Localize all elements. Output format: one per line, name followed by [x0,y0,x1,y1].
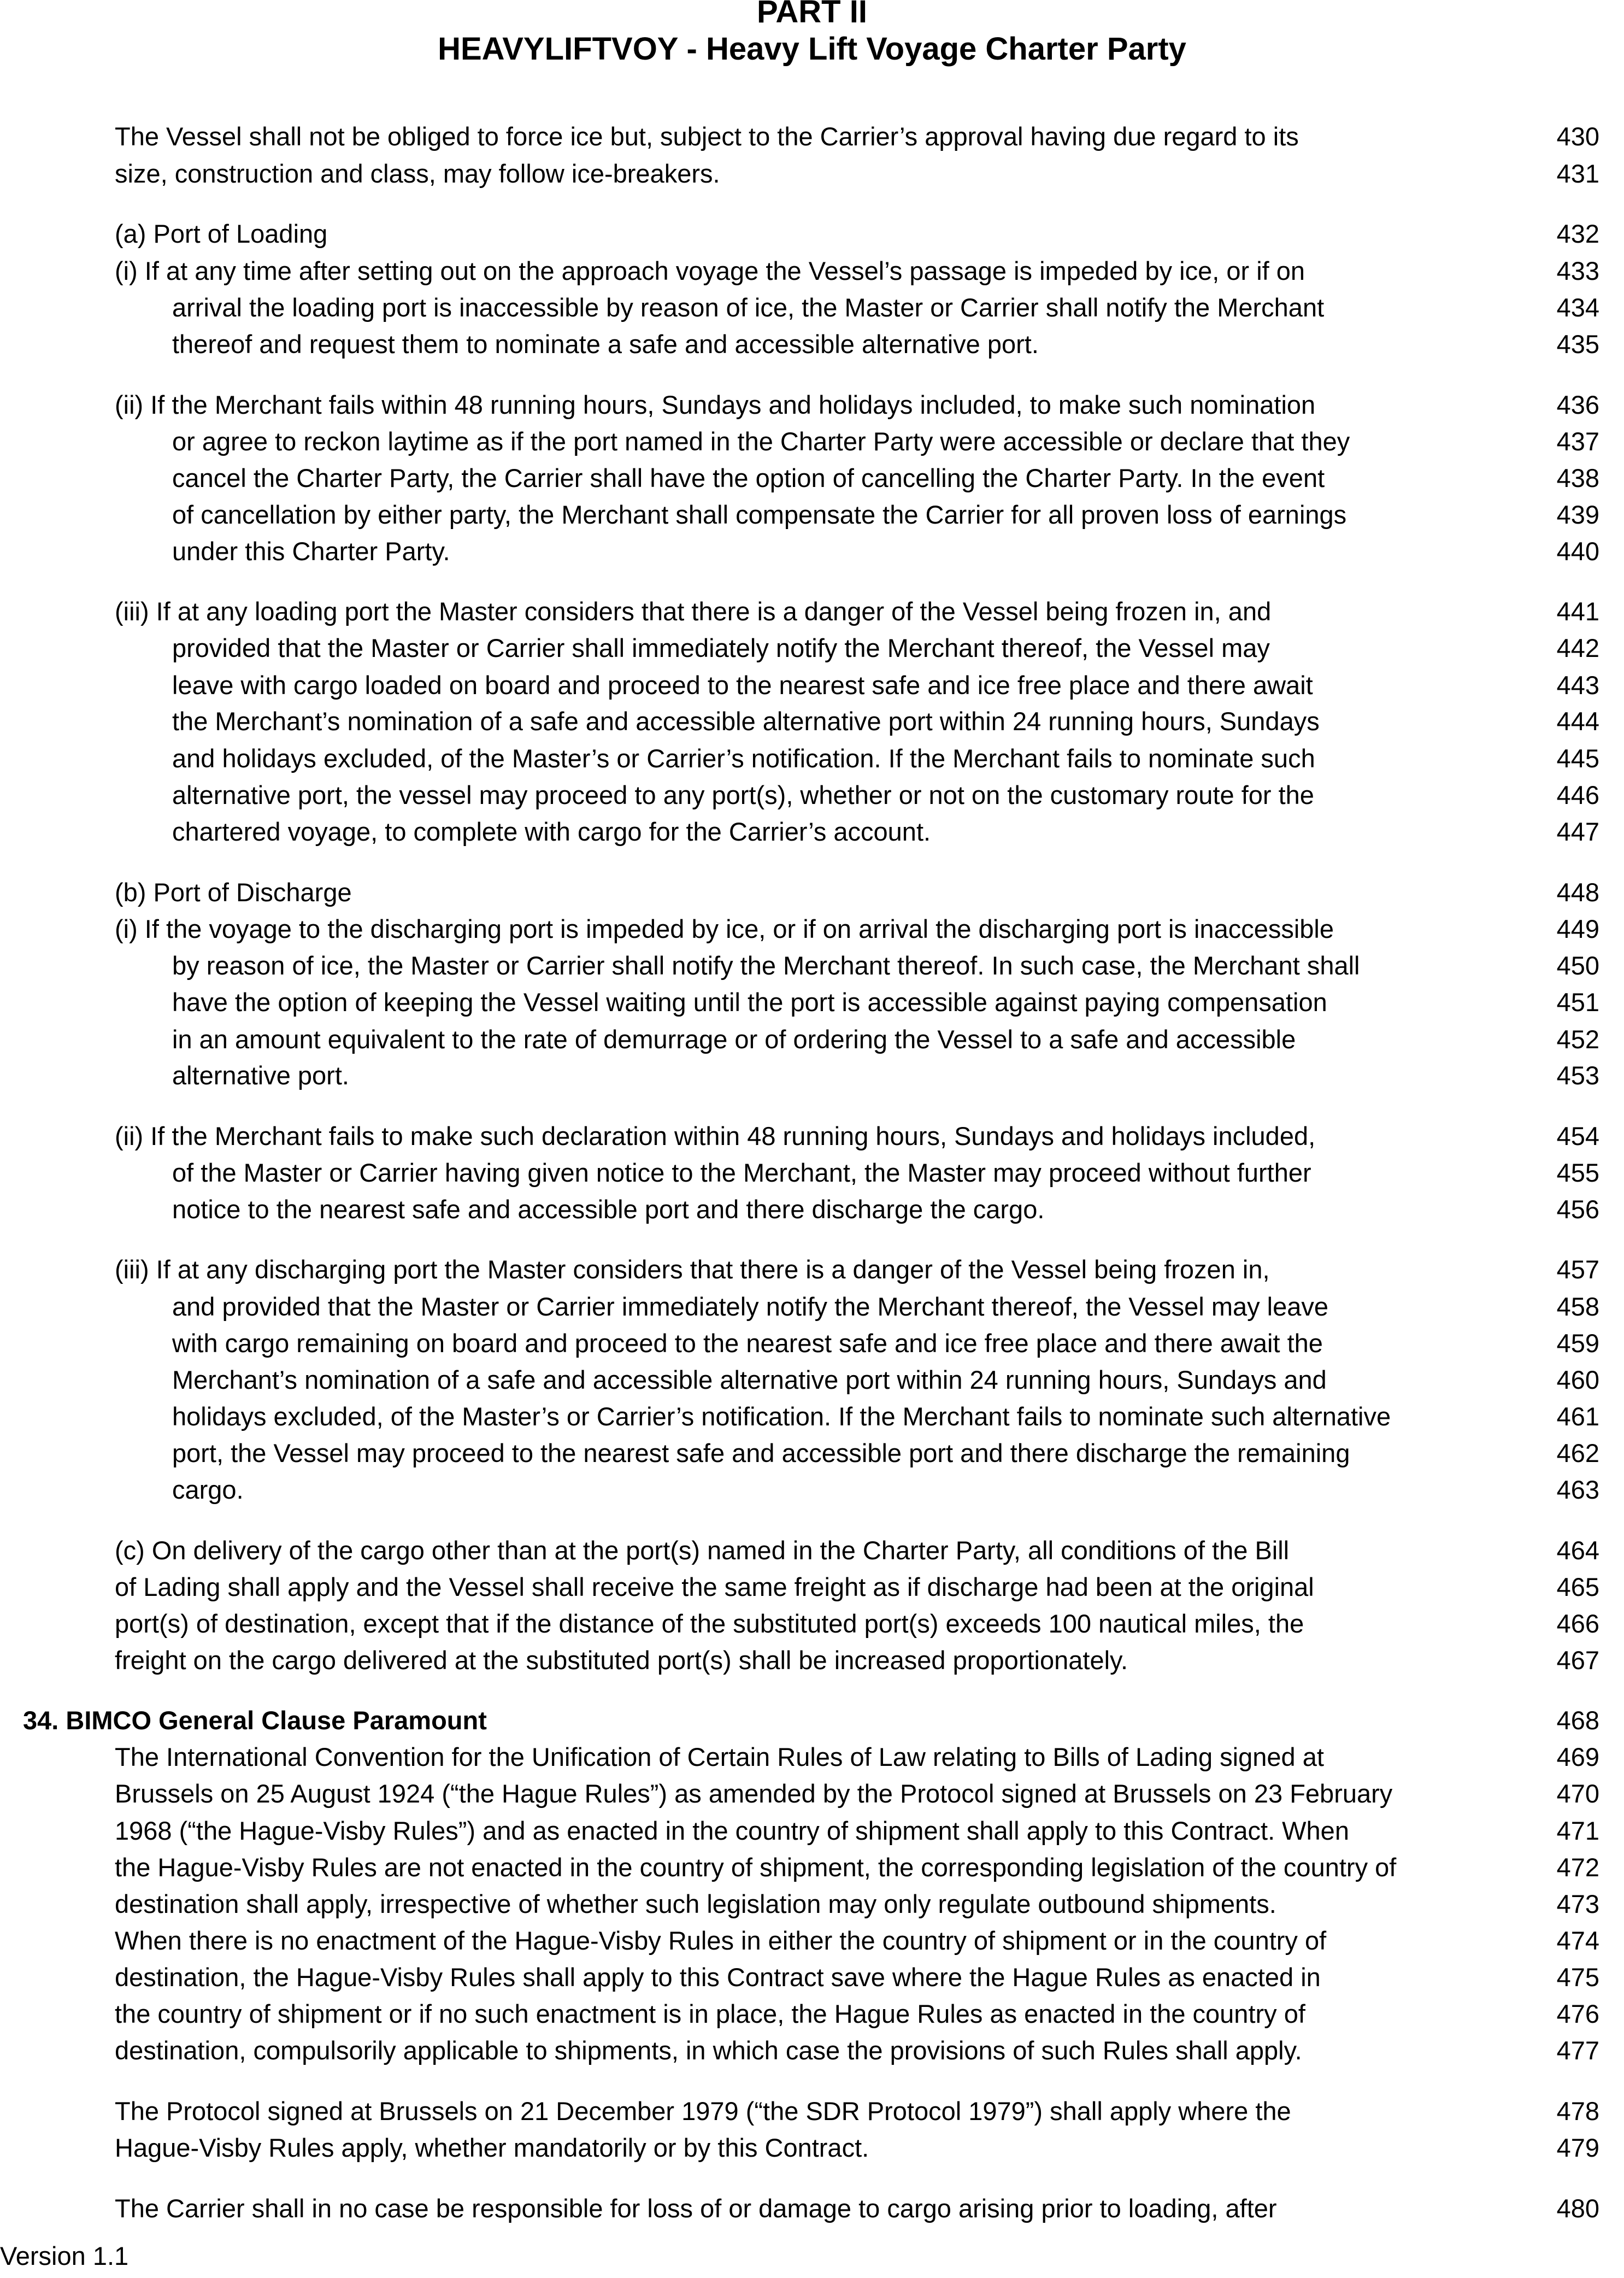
body-line: The Carrier shall in no case be responsible for loss of or damage to cargo arising prior to loading, after [115,2194,1277,2223]
body-line: (iii) If at any discharging port the Master considers that there is a danger of the Vessel being frozen in, [115,1255,1270,1284]
body-line: (b) Port of Discharge [115,878,352,907]
line-number: 469 [1556,1742,1599,1771]
line-number: 462 [1556,1439,1599,1467]
body-line: The Protocol signed at Brussels on 21 December 1979 (“the SDR Protocol 1979”) shall apply where the [115,2097,1291,2126]
line-number: 477 [1556,2036,1599,2065]
line-number: 472 [1556,1853,1599,1882]
line-number: 459 [1556,1329,1599,1358]
line-number: 468 [1556,1706,1599,1735]
body-line: arrival the loading port is inaccessible by reason of ice, the Master or Carrier shall notify the Merchant [172,293,1325,322]
body-line: of the Master or Carrier having given notice to the Merchant, the Master may proceed without further [172,1158,1311,1187]
line-number: 436 [1556,390,1599,419]
line-number: 442 [1556,633,1599,662]
line-number: 464 [1556,1536,1599,1565]
line-number: 480 [1556,2194,1599,2223]
version-footer: Version 1.1 [0,2241,129,2270]
line-number: 438 [1556,463,1599,492]
body-line: destination, the Hague-Visby Rules shall apply to this Contract save where the Hague Rules as enacted in [115,1963,1321,1992]
line-number: 466 [1556,1609,1599,1638]
line-number: 447 [1556,817,1599,846]
line-number: 476 [1556,1999,1599,2028]
body-line: the Hague-Visby Rules are not enacted in the country of shipment, the corresponding legislation of the country of [115,1853,1397,1882]
body-line: destination, compulsorily applicable to shipments, in which case the provisions of such Rules shall apply. [115,2036,1302,2065]
body-line: (i) If at any time after setting out on the approach voyage the Vessel’s passage is impeded by ice, or if on [115,256,1305,285]
line-number: 461 [1556,1402,1599,1431]
body-line: size, construction and class, may follow ice-breakers. [115,159,720,188]
line-number: 473 [1556,1889,1599,1918]
line-number: 475 [1556,1963,1599,1992]
line-number: 453 [1556,1061,1599,1090]
body-line: provided that the Master or Carrier shall immediately notify the Merchant thereof, the Vessel may [172,633,1270,662]
body-line: alternative port, the vessel may proceed to any port(s), whether or not on the customary route for the [172,780,1314,809]
body-line: have the option of keeping the Vessel waiting until the port is accessible against paying compensation [172,988,1327,1017]
body-line: (iii) If at any loading port the Master considers that there is a danger of the Vessel being frozen in, and [115,597,1272,626]
body-line: freight on the cargo delivered at the substituted port(s) shall be increased proportionately. [115,1646,1128,1675]
clause-heading: 34. BIMCO General Clause Paramount [23,1706,487,1735]
body-line: destination shall apply, irrespective of whether such legislation may only regulate outbound shipments. [115,1889,1276,1918]
part-heading: PART II [757,0,867,30]
body-line: holidays excluded, of the Master’s or Carrier’s notification. If the Merchant fails to nominate such alternative [172,1402,1391,1431]
body-line: The Vessel shall not be obliged to force ice but, subject to the Carrier’s approval having due regard to its [115,122,1299,151]
line-number: 449 [1556,914,1599,943]
line-number: 456 [1556,1195,1599,1224]
body-line: chartered voyage, to complete with cargo for the Carrier’s account. [172,817,931,846]
body-line: Hague-Visby Rules apply, whether mandatorily or by this Contract. [115,2133,869,2162]
line-number: 451 [1556,988,1599,1017]
line-number: 467 [1556,1646,1599,1675]
body-line: cargo. [172,1475,244,1504]
body-line: port(s) of destination, except that if the distance of the substituted port(s) exceeds 100 nautical miles, the [115,1609,1304,1638]
line-number: 444 [1556,707,1599,736]
body-line: (c) On delivery of the cargo other than at the port(s) named in the Charter Party, all conditions of the Bill [115,1536,1290,1565]
body-line: leave with cargo loaded on board and proceed to the nearest safe and ice free place and there await [172,671,1313,700]
line-number: 441 [1556,597,1599,626]
body-line: notice to the nearest safe and accessible port and there discharge the cargo. [172,1195,1045,1224]
line-number: 479 [1556,2133,1599,2162]
line-number: 432 [1556,219,1599,248]
line-number: 434 [1556,293,1599,322]
line-number: 435 [1556,330,1599,359]
line-number: 457 [1556,1255,1599,1284]
body-line: of Lading shall apply and the Vessel shall receive the same freight as if discharge had been at the original [115,1572,1314,1601]
line-number: 474 [1556,1926,1599,1955]
line-number: 430 [1556,122,1599,151]
body-line: with cargo remaining on board and proceed to the nearest safe and ice free place and there await the [172,1329,1323,1358]
body-line: The International Convention for the Unification of Certain Rules of Law relating to Bills of Lading signed at [115,1742,1324,1771]
body-line: thereof and request them to nominate a safe and accessible alternative port. [172,330,1039,359]
body-line: alternative port. [172,1061,349,1090]
line-number: 446 [1556,780,1599,809]
line-number: 471 [1556,1816,1599,1845]
body-line: and holidays excluded, of the Master’s or Carrier’s notification. If the Merchant fails to nominate such [172,744,1315,773]
document-title: HEAVYLIFTVOY - Heavy Lift Voyage Charter Party [438,31,1186,67]
body-line: and provided that the Master or Carrier immediately notify the Merchant thereof, the Vessel may leave [172,1292,1329,1321]
line-number: 463 [1556,1475,1599,1504]
body-line: When there is no enactment of the Hague-Visby Rules in either the country of shipment or in the country of [115,1926,1327,1955]
body-line: the country of shipment or if no such enactment is in place, the Hague Rules as enacted in the country of [115,1999,1305,2028]
body-line: by reason of ice, the Master or Carrier shall notify the Merchant thereof. In such case, the Merchant shall [172,951,1360,980]
line-number: 470 [1556,1779,1599,1808]
body-line: cancel the Charter Party, the Carrier shall have the option of cancelling the Charter Party. In the event [172,463,1325,492]
body-line: in an amount equivalent to the rate of demurrage or of ordering the Vessel to a safe and accessible [172,1025,1296,1054]
line-number: 465 [1556,1572,1599,1601]
body-line: (ii) If the Merchant fails to make such declaration within 48 running hours, Sundays and holidays included, [115,1122,1316,1150]
line-number: 433 [1556,256,1599,285]
line-number: 445 [1556,744,1599,773]
body-line: (a) Port of Loading [115,219,328,248]
line-number: 452 [1556,1025,1599,1054]
line-number: 440 [1556,537,1599,566]
line-number: 460 [1556,1365,1599,1394]
line-number: 450 [1556,951,1599,980]
line-number: 437 [1556,427,1599,456]
body-line: port, the Vessel may proceed to the nearest safe and accessible port and there discharge the remaining [172,1439,1350,1467]
line-number: 448 [1556,878,1599,907]
line-number: 458 [1556,1292,1599,1321]
line-number: 443 [1556,671,1599,700]
body-line: of cancellation by either party, the Merchant shall compensate the Carrier for all proven loss of earnings [172,500,1347,529]
body-line: (i) If the voyage to the discharging port is impeded by ice, or if on arrival the discharging port is inaccessible [115,914,1334,943]
line-number: 478 [1556,2097,1599,2126]
body-line: Merchant’s nomination of a safe and accessible alternative port within 24 running hours, Sundays and [172,1365,1327,1394]
body-line: Brussels on 25 August 1924 (“the Hague Rules”) as amended by the Protocol signed at Brussels on 23 February [115,1779,1393,1808]
line-number: 439 [1556,500,1599,529]
body-line: 1968 (“the Hague-Visby Rules”) and as enacted in the country of shipment shall apply to this Contract. When [115,1816,1349,1845]
body-line: under this Charter Party. [172,537,450,566]
line-number: 455 [1556,1158,1599,1187]
body-line: or agree to reckon laytime as if the port named in the Charter Party were accessible or declare that they [172,427,1350,456]
body-line: the Merchant’s nomination of a safe and accessible alternative port within 24 running hours, Sundays [172,707,1320,736]
body-line: (ii) If the Merchant fails within 48 running hours, Sundays and holidays included, to make such nomination [115,390,1316,419]
line-number: 454 [1556,1122,1599,1150]
line-number: 431 [1556,159,1599,188]
